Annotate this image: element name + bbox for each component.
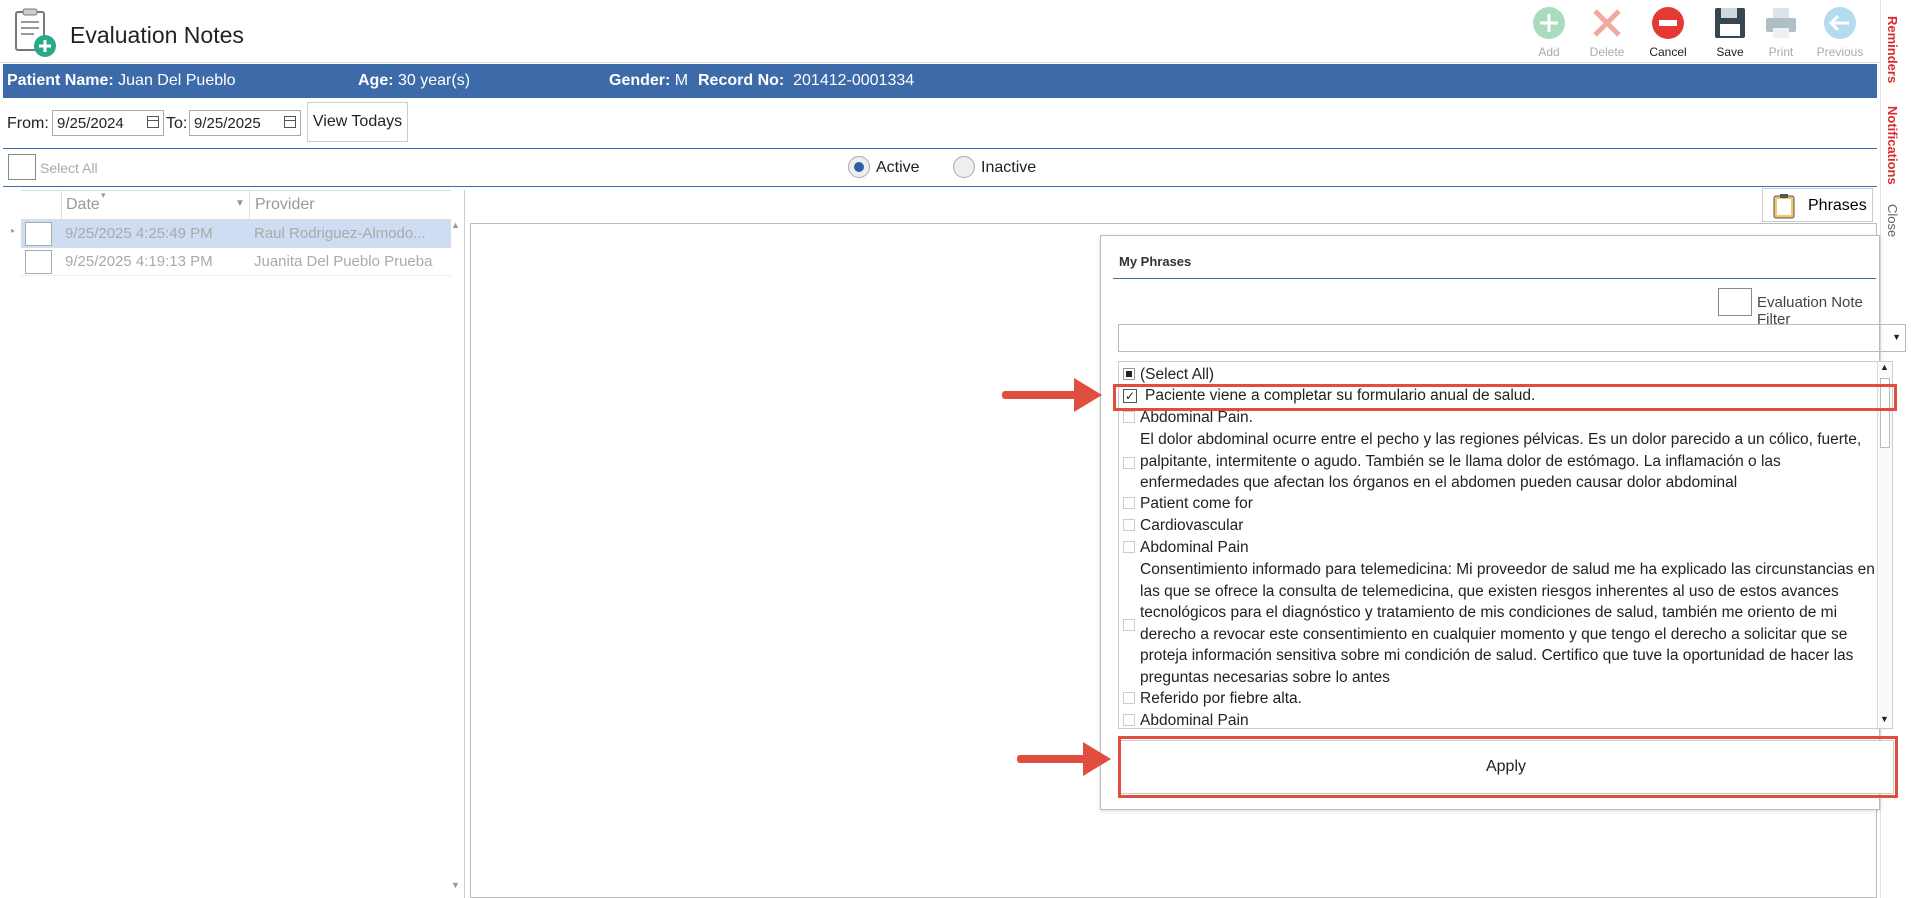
phrase-list: (Select All) ✓ Paciente viene a completar su formulario anual de salud. Abdominal Pain. El dolor abdominal ocurre entre el pecho y las regiones pélvicas. Es un dolor parecido a un cólico, fuerte, palpitante, intermitente o agudo. También se le llama dolor de estómago. La inflamación o las enfermedades que afectan los órganos en el abdomen pueden causar dolor abdominal Patient come for Cardiovascular Abdominal Pain Consentimiento informado para telemedicina: Mi proveedor de salud me ha explicado las circunstancias en las que se ofrece la consulta de telemedicina, que existen riesgos inherentes al uso de estos avances tecnológicos para el diagnóstico y tratamiento de mis condiciones de salud, también me oriento de mi derecho a revocar este consentimiento en cualquier momento y que tengo el derecho a solicitar que se proteja información sensitiva sobre mi condición de salud. Certifico que tuve la oportunidad de hacer las preguntas necesarias sobre lo antes Referido por fiebre alta. Abdominal Pain ▲ ▼: [1118, 361, 1893, 729]
from-label: From:: [7, 115, 49, 132]
scroll-down-icon[interactable]: ▼: [1880, 714, 1889, 724]
calendar-icon[interactable]: [147, 116, 159, 128]
clipboard-add-icon: [14, 8, 58, 58]
to-label: To:: [166, 115, 188, 132]
back-arrow-icon: [1823, 6, 1857, 40]
checked-checkbox[interactable]: ✓: [1125, 389, 1136, 403]
select-all-checkbox[interactable]: [8, 154, 36, 180]
row-checkbox[interactable]: [25, 250, 52, 274]
delete-x-icon: [1590, 6, 1624, 40]
chevron-down-icon[interactable]: ▼: [1892, 332, 1901, 342]
notes-grid: [3, 190, 465, 898]
inactive-label: Inactive: [981, 159, 1037, 176]
checkbox[interactable]: [1123, 714, 1135, 726]
phrase-filter-combo[interactable]: [1118, 324, 1906, 352]
patient-name: Patient Name: Juan Del Pueblo: [7, 72, 236, 89]
save-label: Save: [1716, 45, 1744, 59]
phrases-button[interactable]: Phrases: [1762, 188, 1873, 222]
calendar-icon[interactable]: [284, 116, 296, 128]
checkbox[interactable]: [1123, 497, 1135, 509]
cancel-button[interactable]: [1640, 6, 1696, 59]
checkbox[interactable]: [1123, 619, 1135, 631]
page-title: Evaluation Notes: [70, 22, 244, 48]
from-date-field[interactable]: 9/25/2024: [52, 110, 164, 136]
dropdown-arrow-icon[interactable]: ▼: [235, 198, 245, 209]
previous-button[interactable]: [1812, 6, 1868, 59]
highlight-box: [1113, 384, 1897, 411]
inactive-radio[interactable]: [953, 156, 975, 178]
filter-icon[interactable]: ▾: [101, 190, 106, 200]
column-date[interactable]: Date: [66, 196, 100, 213]
apply-button[interactable]: Apply: [1118, 740, 1894, 794]
active-label: Active: [876, 159, 920, 176]
previous-label: Previous: [1816, 45, 1864, 59]
print-label: Print: [1768, 45, 1794, 59]
scroll-up-icon[interactable]: ▲: [451, 220, 460, 230]
status-filter-row: [3, 150, 1877, 187]
delete-button[interactable]: [1579, 6, 1635, 59]
table-row[interactable]: 9/25/2025 4:25:49 PM Raul Rodriguez-Almodo...: [21, 220, 451, 248]
patient-info-bar: [3, 64, 1877, 98]
floppy-disk-icon: [1713, 6, 1747, 40]
add-label: Add: [1538, 45, 1560, 59]
checkbox[interactable]: [1123, 692, 1135, 704]
patient-gender: Gender: M: [609, 72, 689, 89]
delete-label: Delete: [1589, 45, 1625, 59]
table-row[interactable]: 9/25/2025 4:19:13 PM Juanita Del Pueblo Prueba: [21, 248, 451, 276]
partial-checkbox[interactable]: [1123, 368, 1135, 380]
scroll-down-icon[interactable]: ▼: [451, 880, 460, 890]
view-todays-button[interactable]: View Todays: [307, 102, 408, 142]
popup-title: My Phrases: [1119, 254, 1192, 269]
to-date-field[interactable]: 9/25/2025: [189, 110, 301, 136]
highlight-box: [1118, 736, 1898, 798]
column-provider[interactable]: Provider: [255, 196, 315, 213]
phrases-popup: [1100, 235, 1901, 810]
title-bar: [0, 0, 1880, 63]
save-button[interactable]: [1702, 6, 1758, 59]
checkbox[interactable]: [1123, 457, 1135, 469]
annotation-arrow: [1017, 755, 1089, 763]
tab-reminders[interactable]: Reminders: [1885, 16, 1900, 84]
add-button[interactable]: [1521, 6, 1577, 59]
patient-record: Record No: 201412-0001334: [698, 72, 915, 89]
active-radio[interactable]: [848, 156, 870, 178]
annotation-arrow: [1002, 391, 1080, 399]
evaluation-note-filter-checkbox[interactable]: [1718, 288, 1752, 316]
cancel-label: Cancel: [1649, 45, 1687, 59]
printer-icon: [1764, 6, 1798, 40]
row-checkbox[interactable]: [25, 222, 52, 246]
evaluation-note-filter-label: Evaluation Note Filter: [1757, 294, 1863, 328]
cancel-icon: [1651, 6, 1685, 40]
checkbox[interactable]: [1123, 541, 1135, 553]
add-icon: [1532, 6, 1566, 40]
notes-icon: [1771, 193, 1797, 219]
print-button[interactable]: [1753, 6, 1809, 59]
row-indicator-icon: ▸: [11, 226, 16, 235]
tab-close[interactable]: Close: [1885, 204, 1900, 238]
date-filter-row: [3, 99, 1877, 149]
patient-age: Age: 30 year(s): [358, 72, 471, 89]
tab-notifications[interactable]: Notifications: [1885, 106, 1900, 185]
phrase-list-scrollbar[interactable]: [1877, 362, 1892, 728]
checkbox[interactable]: [1123, 519, 1135, 531]
checkbox[interactable]: [1123, 411, 1135, 423]
select-all-label: Select All: [40, 160, 98, 176]
scroll-up-icon[interactable]: ▲: [1880, 362, 1889, 372]
